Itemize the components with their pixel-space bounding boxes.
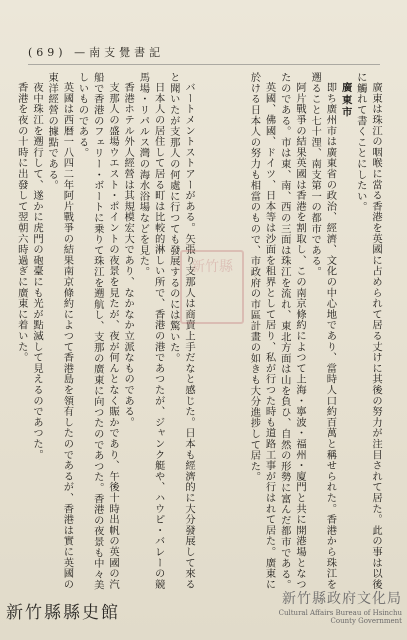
header-rule — [28, 64, 380, 65]
paragraph: 夜中珠江を遡行して、遂かに虎門の砲臺にも光が點滅して見えるのであつた。 — [30, 82, 43, 461]
text-column-right — [215, 72, 383, 592]
paragraph: 英國、佛國、ドイツ、日本等は沙面を租界として居り、私が行つた時も道路工事が行はれて居た。廣東に於ける日本人の努力も相當のもので、市政府の市區計畫の如きも大分進捗して居た。 — [248, 72, 276, 590]
paragraph: 廣東は珠江の咽喉に當る香港を英國に占められて居る丈けに其後の努力が注目されて居た。此の事は以後に觸れて書くことにしたい。 — [354, 72, 382, 590]
page-header — [28, 44, 378, 62]
paragraph: 即ち廣州市は廣東省の政治、經濟、文化の中心地であり、當時人口約百萬と稱せられた。香港から珠江を遡ること七十浬、南支第一の都市である。 — [309, 72, 337, 590]
footer-right-subtitle-2: County Government — [330, 617, 402, 625]
paragraph: 英國は西暦一八四二年阿片戰爭の結果南京條約によつて香港島を領有したのであるが、香港は實に英國の東洋經營の據點である。 — [46, 72, 74, 590]
text-column-left — [15, 72, 196, 592]
running-title: —南支覺書記 — [74, 46, 165, 59]
paragraph: 香港を夜の十時に出發して翌朝六時過ぎに廣東に着いた。 — [15, 82, 28, 364]
paragraph: 支那人の盛場ウエスト・ポイントの夜景を見たが、夜が何んとなく賑かであり、午後十時出帆の英國の汽船で香港のフェリー・ボートに乗りて珠江を遡航し、支那の廣東に向つたのであつた。香港の夜景も中々美しいものである。 — [76, 72, 119, 591]
paragraph: バートメントストアーがある。矢張り支那人は商賣上手だなと感じた。日本も經濟的に大分發展して來ると聞いたが支那人の何處に行つても發展するのには驚いた。 — [167, 72, 195, 590]
library-seal-stamp: 新竹縣 — [180, 250, 244, 324]
footer-right-subtitle-1: Cultural Affairs Bureau of Hsinchu — [278, 609, 402, 617]
footer-left-title: 新竹縣縣史館 — [6, 603, 120, 623]
footer-right-title: 新竹縣政府文化局 — [282, 591, 402, 607]
paragraph: 日本人の居住して居る町は比較的淋しい所で、香港の港であつたが、ジャンク艇や、ハウピ・バレーの競馬場・リパルス灣の海水浴場などを見た。 — [137, 72, 165, 590]
paragraph: 阿片戰爭の結果英國は香港を割取し、この南京條約によつて上海・寧波・福州・廈門と共に開港場となつたのである。市は東、南、西の三面は珠江を流れ、東北方面は山を負ひ、自然の形勢に富んだ都市である。 — [278, 72, 306, 591]
page-number: (69) — [28, 46, 67, 59]
section-subheading: 廣東市 — [339, 82, 352, 120]
paragraph: 香港ホテル外人經營は其規模宏大であり、なかなか立派なものである。 — [122, 82, 135, 428]
footer-right-logo — [218, 588, 402, 625]
